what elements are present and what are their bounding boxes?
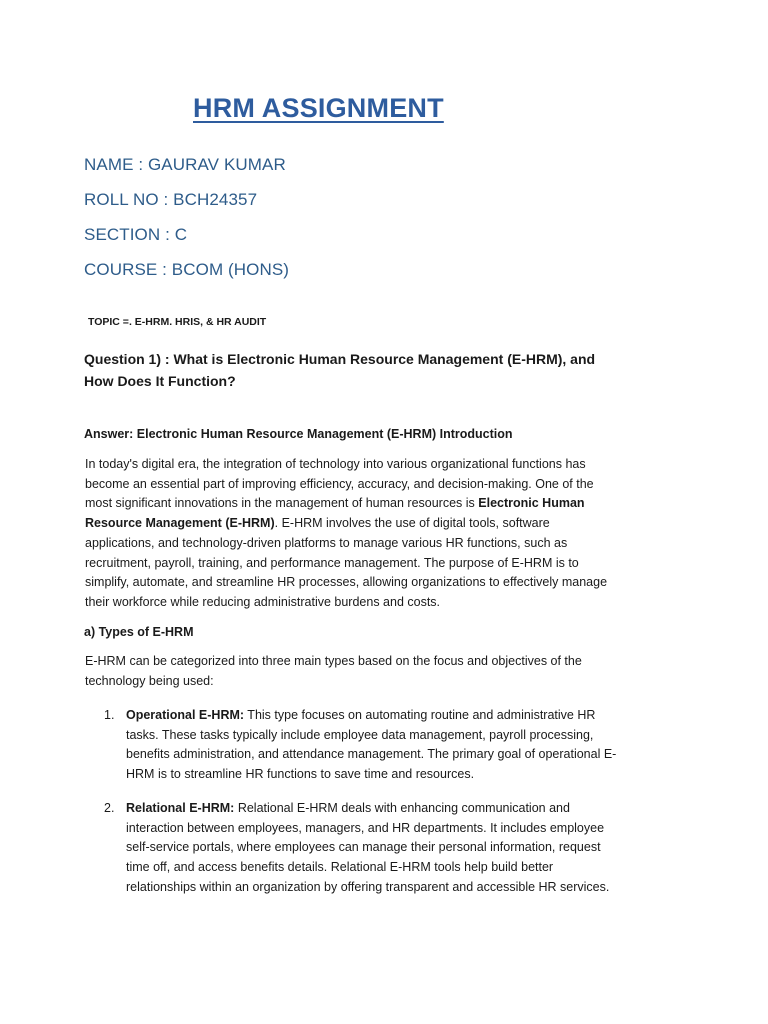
list-text: This type focuses on automating routine and administrative HR tasks. These tasks typically include employee data management, payroll processing, benefits administration, and attendance management. The primary goal of operational E-HRM is to streamline HR functions to save time and resources. [126,708,617,782]
intro-text-part1: In today's digital era, the integration of technology into various organizational functions has become an essential part of improving efficiency, accuracy, and decision-making. One of the most significant innovations in the management of human resources is [85,457,594,511]
intro-text-part2: . E-HRM involves the use of digital tools, software applications, and technology-driven platforms to manage various HR functions, such as recruitment, payroll, training, and performance management. The purpose of E-HRM is to simplify, automate, and streamline HR processes, allowing organizations to effectively manage their workforce while reducing administrative burdens and costs. [85,516,608,609]
intro-paragraph [85,455,615,613]
list-number: 1. [104,708,115,722]
topic-line: TOPIC =. E-HRM. HRIS, & HR AUDIT [88,316,267,328]
list-item-relational [104,799,624,898]
list-text: Relational E-HRM deals with enhancing communication and interaction between employees, managers, and HR departments. It includes employee self-service portals, where employees can manage their personal information, request time off, and access benefits details. Relational E-HRM tools help build better relationships within an organization by offering transparent and accessible HR services. [126,801,610,894]
course: COURSE : BCOM (HONS) [84,260,290,279]
intro-bold-term: Electronic Human Resource Management (E-HRM) [85,496,585,531]
list-term: Operational E-HRM: [126,708,245,722]
types-intro-paragraph: E-HRM can be categorized into three main types based on the focus and objectives of the technology being used: [85,654,582,688]
list-term: Relational E-HRM: [126,801,235,815]
list-item-operational [104,706,624,785]
roll-number: ROLL NO : BCH24357 [84,190,258,209]
student-name: NAME : GAURAV KUMAR [84,155,286,174]
section: SECTION : C [84,225,188,244]
question-heading: Question 1) : What is Electronic Human Resource Management (E-HRM), and How Does It Function? [84,351,596,389]
document-title: HRM ASSIGNMENT [193,93,444,123]
types-heading: a) Types of E-HRM [84,625,194,639]
list-number: 2. [104,801,115,815]
answer-heading: Answer: Electronic Human Resource Management (E-HRM) Introduction [84,427,513,441]
